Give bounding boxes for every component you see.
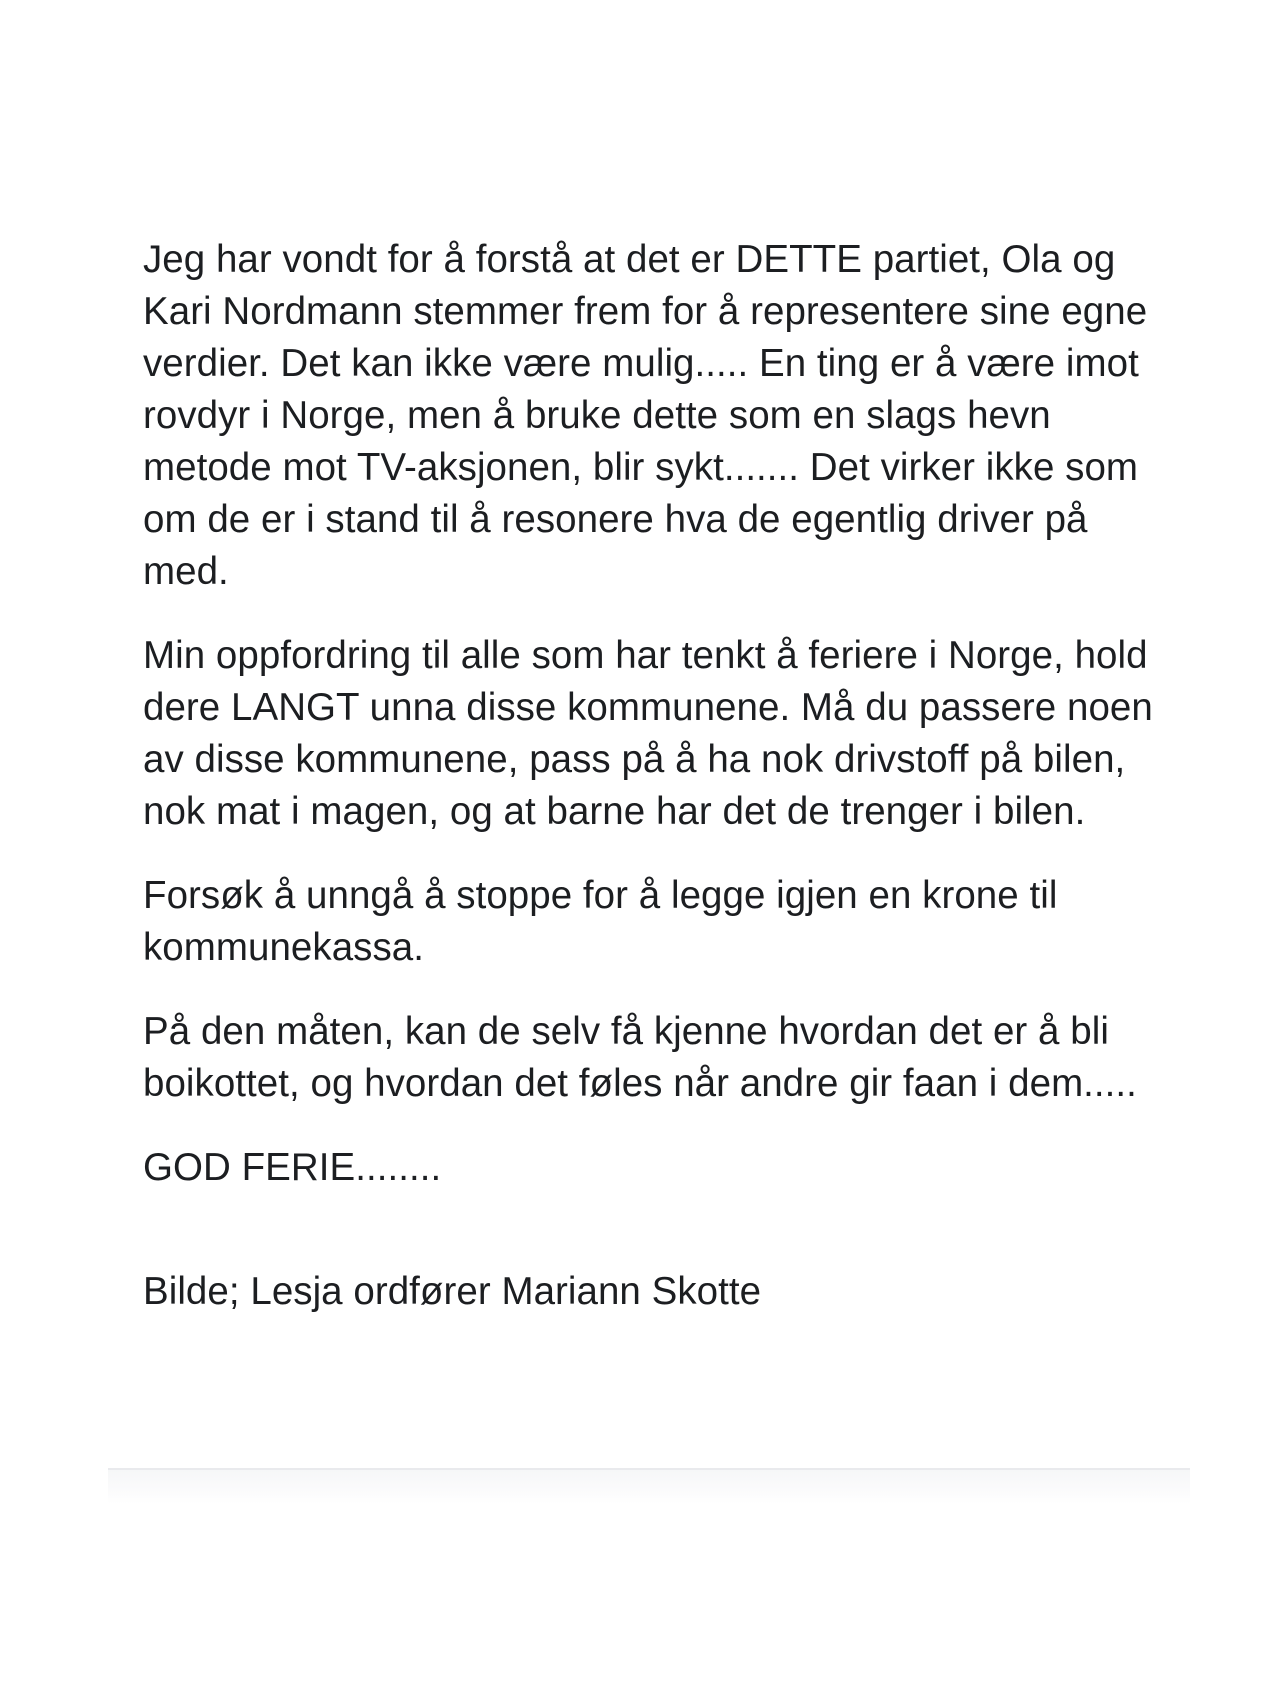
- post-paragraph-2: Min oppfordring til alle som har tenkt å feriere i Norge, hold dere LANGT unna disse kommunene. Må du passere noen av disse kommunene, pass på å ha nok drivstoff på bilen, nok mat i magen, og at barne har det de trenger i bilen.: [143, 634, 1153, 833]
- post-paragraph-3: Forsøk å unngå å stoppe for å legge igjen en krone til kommunekassa.: [143, 874, 1058, 969]
- post-paragraph-1: Jeg har vondt for å forstå at det er DETTE partiet, Ola og Kari Nordmann stemmer frem for å representere sine egne verdier. Det kan ikke være mulig..... En ting er å være imot rovdyr i Norge, men å bruke dette som en slags hevn metode mot TV-aksjonen, blir sykt....... Det virker ikke som om de er i stand til å resonere hva de egentlig driver på med.: [143, 238, 1148, 593]
- post-text: [143, 234, 1153, 1318]
- post-paragraph-4: På den måten, kan de selv få kjenne hvordan det er å bli boikottet, og hvordan det føles når andre gir faan i dem.....: [143, 1010, 1137, 1105]
- post-footer-edge: [108, 1470, 1190, 1504]
- photo-caption: Bilde; Lesja ordfører Mariann Skotte: [143, 1270, 762, 1313]
- post-signoff: GOD FERIE........: [143, 1146, 442, 1189]
